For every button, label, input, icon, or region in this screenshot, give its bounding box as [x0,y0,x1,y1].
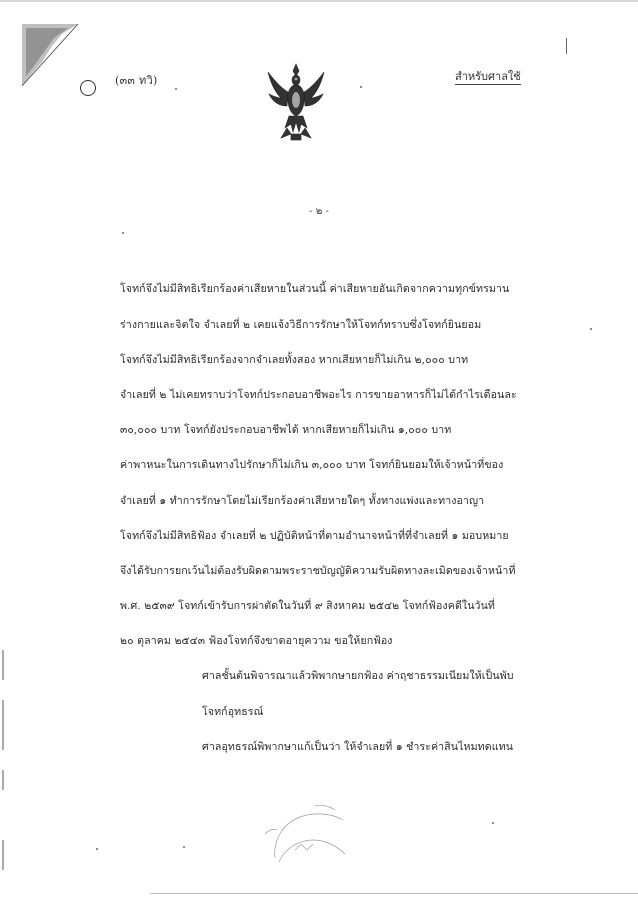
scan-speck [360,86,362,88]
body-line: ๒๐ ตุลาคม ๒๕๔๓ ฟ้องโจทก์จึงขาดอายุความ ขอให้ยกฟ้อง [120,635,393,647]
scan-speck [183,846,185,848]
scan-speck [175,88,177,90]
body-line: ค่าพาหนะในการเดินทางไปรักษาก็ไม่เกิน ๓,๐๐๐ บาท โจทก์ยินยอมให้เจ้าหน้าที่ของ [120,459,504,471]
page-number: - ๒ - [309,206,329,217]
body-line: โจทก์จึงไม่มีสิทธิเรียกร้องค่าเสียหายในส่วนนี้ ค่าเสียหายอันเกิดจากความทุกข์ทรมาน [120,283,510,295]
body-line: ศาลชั้นต้นพิจารณาแล้วพิพากษายกฟ้อง ค่าฤชาธรรมเนียมให้เป็นพับ [202,670,514,682]
scan-speck [122,232,124,234]
body-line: พ.ศ. ๒๕๓๙ โจทก์เข้ารับการผ่าตัดในวันที่ ๙ สิงหาคม ๒๕๔๒ โจทก์ฟ้องคดีในวันที่ [120,600,496,612]
scan-speck [590,328,592,330]
body-line: ร่างกายและจิตใจ จำเลยที่ ๒ เคยแจ้งวิธีการรักษาให้โจทก์ทราบซึ่งโจทก์ยินยอม [120,319,482,331]
form-code: (๓๓ ทวิ) [115,74,158,87]
body-line: โจทก์จึงไม่มีสิทธิเรียกร้องจากจำเลยทั้งสอง หากเสียหายก็ไม่เกิน ๒,๐๐๐ บาท [120,354,469,366]
body-line: โจทก์จึงไม่มีสิทธิฟ้อง จำเลยที่ ๒ ปฏิบัติหน้าที่ตามอำนาจหน้าที่ที่จำเลยที่ ๑ มอบหมาย [120,530,509,542]
scan-speck [96,848,98,850]
left-margin-marks [0,640,8,880]
top-scan-edge [0,0,638,2]
body-line: ๓๐,๐๐๐ บาท โจทก์ยังประกอบอาชีพได้ หากเสียหายก็ไม่เกิน ๑,๐๐๐ บาท [120,424,452,436]
scan-corner-artifact [22,24,78,86]
bottom-scan-edge [150,893,638,894]
edge-tick-mark [566,38,567,54]
court-use-label: สำหรับศาลใช้ [455,70,521,83]
body-line: โจทก์อุทธรณ์ [202,706,264,718]
garuda-emblem-icon [265,62,327,142]
body-line: จำเลยที่ ๑ ทำการรักษาโดยไม่เรียกร้องค่าเสียหายใดๆ ทั้งทางแพ่งและทางอาญา [120,495,485,507]
body-line: จำเลยที่ ๒ ไม่เคยทราบว่าโจทก์ประกอบอาชีพอะไร การขายอาหารก็ไม่ได้กำไรเดือนละ [120,389,517,401]
circle-mark-icon [80,80,96,96]
scan-speck [492,822,494,824]
faint-seal-signature [255,800,365,870]
body-line: ศาลอุทธรณ์พิพากษาแก้เป็นว่า ให้จำเลยที่ ๑ ชำระค่าสินไหมทดแทน [202,741,514,753]
body-line: จึงได้รับการยกเว้นไม่ต้องรับผิดตามพระราชบัญญัติความรับผิดทางละเมิดของเจ้าหน้าที่ [120,565,516,577]
